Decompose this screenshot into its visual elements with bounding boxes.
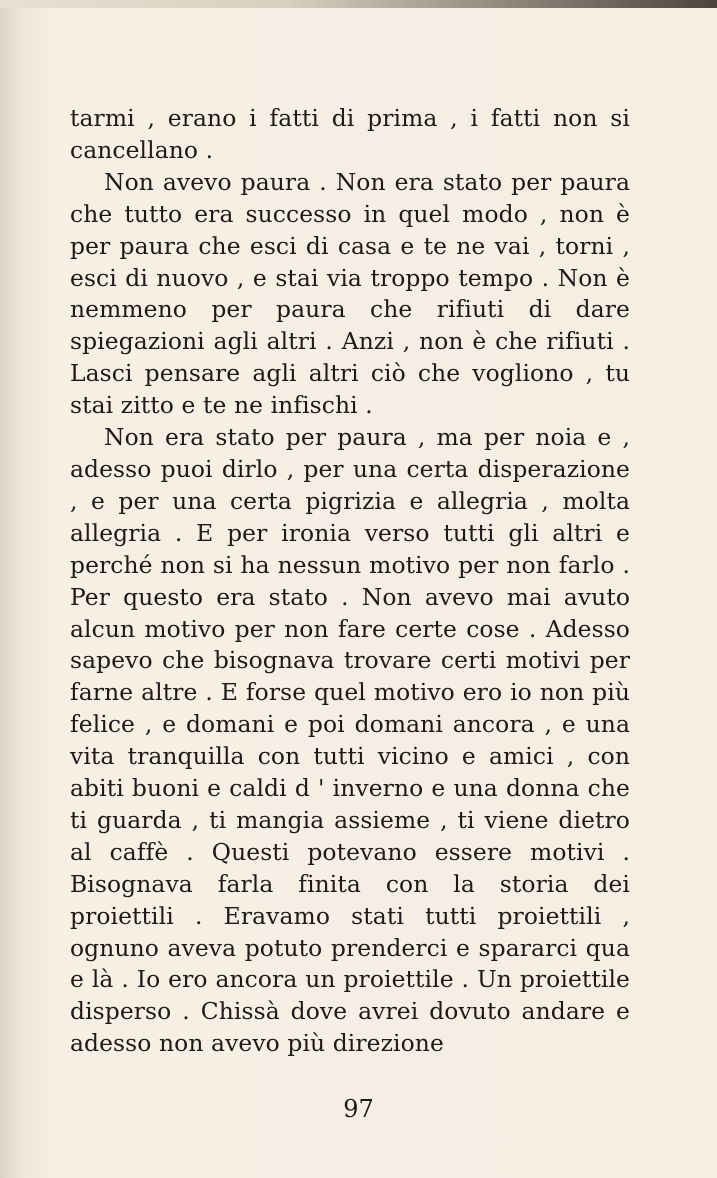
paragraph-continued: tarmi , erano i fatti di prima , i fatti non si cancellano . (70, 104, 630, 164)
page-edge-shadow (0, 0, 717, 8)
page-number: 97 (343, 1095, 374, 1123)
paragraph: Non era stato per paura , ma per noia e , adesso puoi dirlo , per una certa disperazione , e per una certa pigrizia e allegria , molta allegria . E per ironia verso tutti gli altri e perché non si ha nessun motivo per non farlo . Per questo era stato . Non avevo mai avuto alcun motivo per non fare certe cose . Adesso sapevo che bisognava trovare certi motivi per farne altre . E forse quel motivo ero io non più felice , e domani e poi domani ancora , e una vita tranquilla con tutti vicino e amici , con abiti buoni e caldi d ' inverno e una donna che ti guarda , ti mangia assieme , ti viene dietro al caffè . Questi potevano essere motivi . Bisognava farla finita con la storia dei proiettili . Eravamo stati tutti proiettili , ognuno aveva potuto prenderci e spararci qua e là . Io ero ancora un proiettile . Un proiettile disperso . Chissà dove avrei dovuto andare e adesso non avevo più direzione (70, 423, 630, 1058)
body-text (70, 103, 630, 1060)
paragraph: Non avevo paura . Non era stato per paura che tutto era successo in quel modo , non è per paura che esci di casa e te ne vai , torni , esci di nuovo , e stai via troppo tempo . Non è nemmeno per paura che rifiuti di dare spiegazioni agli altri . Anzi , non è che rifiuti . Lasci pensare agli altri ciò che vogliono , tu stai zitto e te ne infischi . (70, 167, 630, 420)
